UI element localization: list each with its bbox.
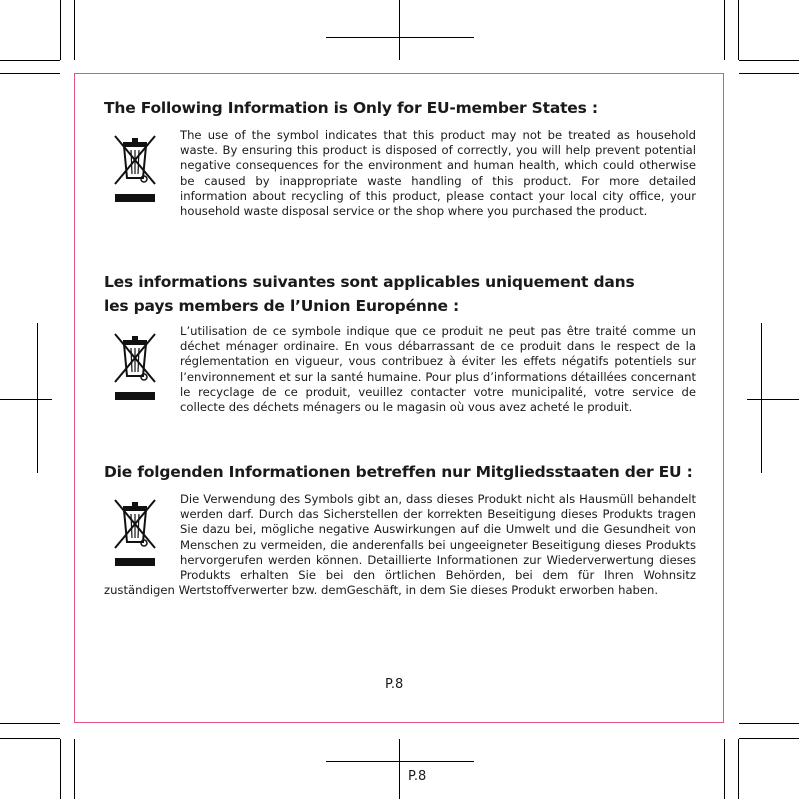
registration-mark: [761, 323, 762, 473]
page-number-outer: P.8: [408, 769, 427, 784]
registration-mark: [326, 37, 474, 38]
crop-mark: [60, 0, 61, 60]
registration-mark: [399, 0, 400, 60]
crop-mark: [739, 723, 799, 724]
crop-mark: [74, 739, 75, 799]
crop-mark: [738, 739, 739, 799]
crop-mark: [724, 739, 725, 799]
crop-mark: [0, 60, 60, 61]
crop-mark: [74, 0, 75, 60]
section-body: L’utilisation de ce symbole indique que ce produit ne peut pas être traité comme un déchet ménager ordinaire. En vous débarrassant de ce produit dans le respect de la réglementation en vigueur, vous contribuez à éviter les effets négatifs potentiels sur l’environnement et sur la santé humaine. Pour plus d’informations détaillées concernant le recyclage de ce produit, veuillez contacter votre municipalité, votre service de collecte des déchets ménagers ou le magasin où vous avez acheté le produit.: [180, 324, 696, 415]
crop-mark: [0, 738, 60, 739]
section-french: [104, 270, 696, 415]
crop-mark: [739, 73, 799, 74]
registration-mark: [747, 399, 799, 400]
section-heading: Les informations suivantes sont applicables uniquement dans les pays members de l’Union Europénne :: [104, 273, 635, 315]
crop-mark: [738, 0, 739, 60]
crop-mark: [60, 739, 61, 799]
section-body: The use of the symbol indicates that this product may not be treated as household waste. By ensuring this product is disposed of correctly, you will help prevent potential negative consequences for the environment and human health, which could otherwise be caused by inappropriate waste handling of this product. For more detailed information about recycling of this product, please contact your local city office, your household waste disposal service or the shop where you purchased the product.: [180, 128, 696, 219]
weee-crossed-bin-icon: [106, 330, 164, 406]
page-number: P.8: [385, 677, 404, 692]
registration-mark: [326, 761, 474, 762]
crop-mark: [739, 738, 799, 739]
section-english: [104, 96, 696, 219]
registration-mark: [399, 739, 400, 799]
section-body: Die Verwendung des Symbols gibt an, dass dieses Produkt nicht als Hausmüll behandelt werden darf. Durch das Sicherstellen der korrekten Beseitigung dieses Produkts tragen Sie dazu bei, mögliche negative Auswirkungen auf die Umwelt und die Gesundheit von Menschen zu vermeiden, die anderenfalls bei ungeeigneter Beseitigung dieses Produkts hervorgerufen werden können. Detaillierte Informationen zur Wiederverwertung dieses Produkts erhalten Sie bei den örtlichen Behörden, bei dem für Ihren Wohnsitz zuständigen Wertstoffverwerter bzw. demGeschäft, in dem Sie dieses Produkt erworben haben.: [104, 492, 696, 598]
section-german: [104, 460, 696, 598]
crop-mark: [724, 0, 725, 60]
crop-mark: [0, 723, 60, 724]
crop-mark: [739, 60, 799, 61]
crop-mark: [0, 73, 60, 74]
registration-mark: [37, 323, 38, 473]
weee-crossed-bin-icon: [106, 132, 164, 208]
section-heading: Die folgenden Informationen betreffen nur Mitgliedsstaaten der EU :: [104, 463, 693, 481]
section-heading: The Following Information is Only for EU-member States :: [104, 99, 598, 117]
registration-mark: [0, 399, 52, 400]
weee-crossed-bin-icon: [106, 496, 164, 572]
